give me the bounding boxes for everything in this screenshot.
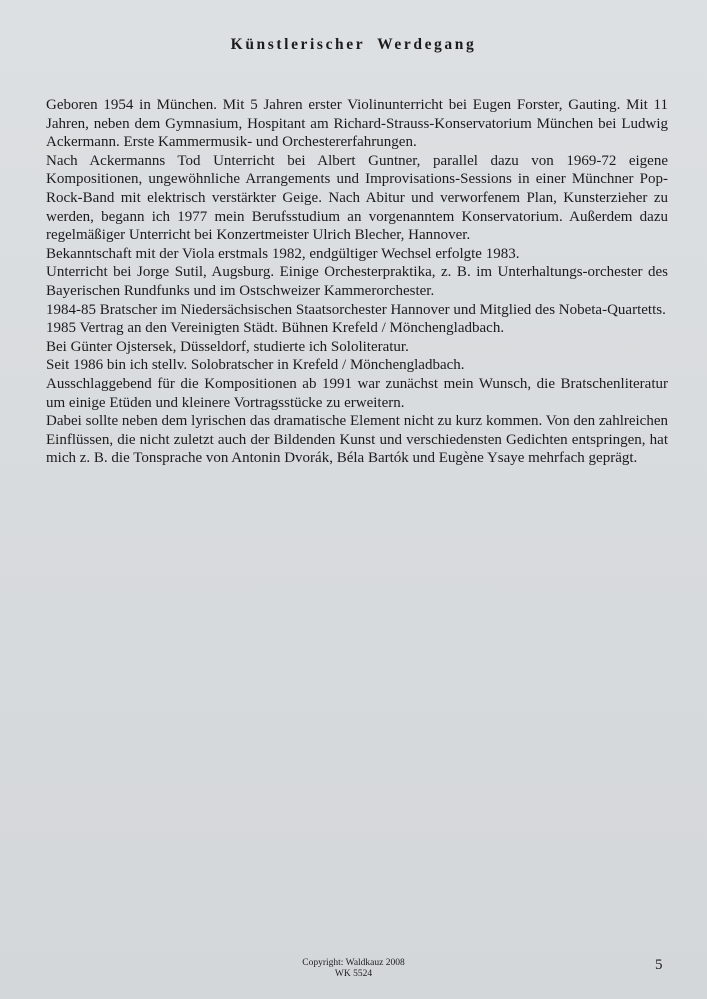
paragraph-compositions: Ausschlaggebend für die Kompositionen ab 1991 war zunächst mein Wunsch, die Bratschenliteratur um einige Etüden und kleinere Vortragsstücke zu erweitern. <box>46 375 668 411</box>
paragraph-viola: Bekanntschaft mit der Viola erstmals 1982, endgültiger Wechsel erfolgte 1983. <box>46 245 520 262</box>
paragraph-sutil: Unterricht bei Jorge Sutil, Augsburg. Einige Orchesterpraktika, z. B. im Unterhaltungs-orchester des Bayerischen Rundfunks und im Ostschweizer Kammerorchester. <box>46 264 668 299</box>
page-heading: Künstlerischer Werdegang <box>230 36 477 53</box>
paragraph-influences: Dabei sollte neben dem lyrischen das dramatische Element nicht zu kurz kommen. Von den zahlreichen Einflüssen, die nicht zuletzt auch der Bildenden Kunst und verschiedensten Gedichten entspringen, hat mich z. B. die Tonsprache von Antonin Dvorák, Béla Bartók und Eugène Ysaye mehrfach geprägt. <box>46 413 668 467</box>
biography-text <box>46 96 668 468</box>
page-number: 5 <box>655 957 663 973</box>
paragraph-ojstersek: Bei Günter Ojstersek, Düsseldorf, studierte ich Sololiteratur. <box>46 338 409 355</box>
catalog-number: WK 5524 <box>334 969 373 979</box>
paragraph-hannover: 1984-85 Bratscher im Niedersächsischen Staatsorchester Hannover und Mitglied des Nobeta-Quartetts. <box>46 301 666 318</box>
footer-copyright <box>0 958 707 980</box>
paragraph-solobratscher: Seit 1986 bin ich stellv. Solobratscher in Krefeld / Mönchengladbach. <box>46 357 465 374</box>
paragraph-early-years: Geboren 1954 in München. Mit 5 Jahren erster Violinunterricht bei Eugen Forster, Gauting. Mit 11 Jahren, neben dem Gymnasium, Hospitant am Richard-Strauss-Konservatorium München bei Ludwig Ackermann. Erste Kammermusik- und Orchestererfahrungen. <box>46 97 668 151</box>
copyright-line: Copyright: Waldkauz 2008 <box>302 958 405 968</box>
paragraph-studies: Nach Ackermanns Tod Unterricht bei Albert Guntner, parallel dazu von 1969-72 eigene Kompositionen, ungewöhnliche Arrangements und Improvisations-Sessions in einer Münchner Pop-Rock-Band mit elektrisch verstärkter Geige. Nach Abitur und verworfenem Plan, Kunsterzieher zu werden, begann ich 1977 mein Berufsstudium an vorgenanntem Konservatorium. Außerdem dazu regelmäßiger Unterricht bei Konzertmeister Ulrich Blecher, Hannover. <box>46 152 668 244</box>
paragraph-krefeld-contract: 1985 Vertrag an den Vereinigten Städt. Bühnen Krefeld / Mönchengladbach. <box>46 320 505 337</box>
